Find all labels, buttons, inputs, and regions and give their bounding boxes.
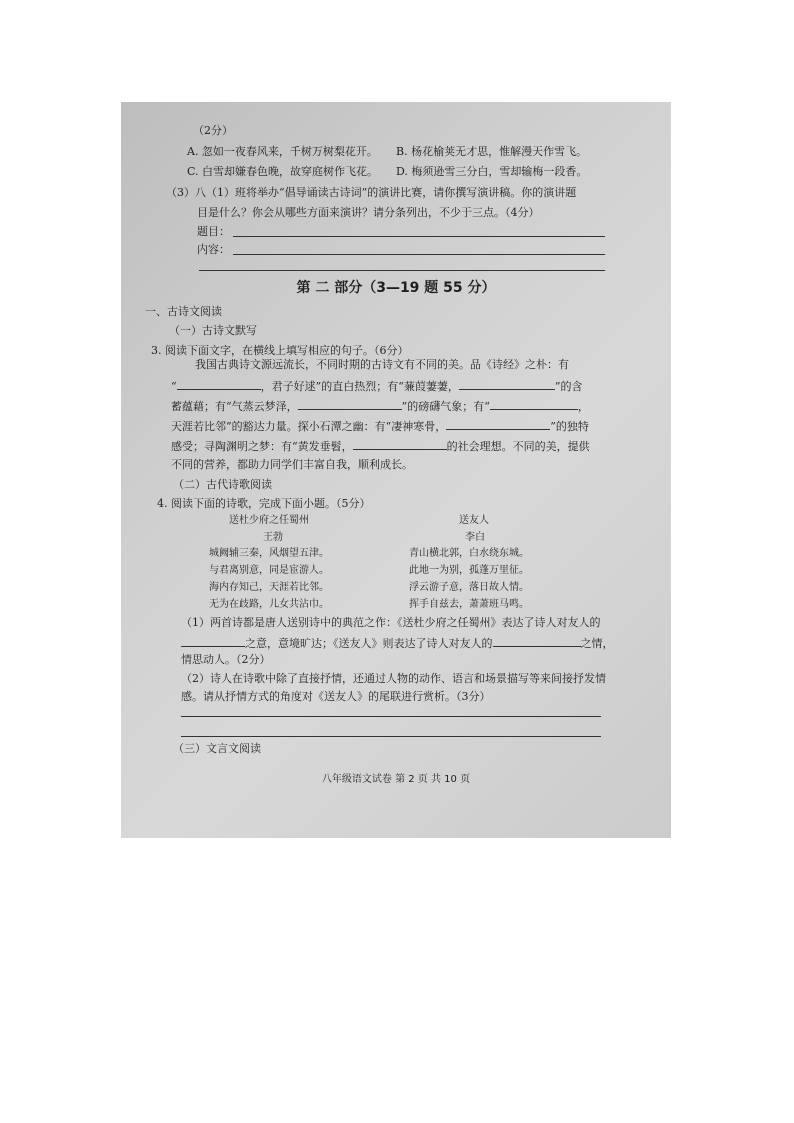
q3-prompt-line2: 目是什么？你会从哪些方面来演讲？请分条列出，不少于三点。（4分） bbox=[197, 206, 540, 219]
passage-text: ”的磅礴气象；有“ bbox=[401, 400, 490, 413]
subsection-recitation: （一）古诗文默写 bbox=[169, 324, 257, 337]
blank-8[interactable] bbox=[493, 635, 581, 647]
poem2-line: 此地一为别，孤蓬万里征。 bbox=[409, 565, 529, 576]
option-c: C. 白雪却嫌春色晚，故穿庭树作飞花。 bbox=[187, 165, 379, 178]
poem2-title: 送友人 bbox=[459, 515, 489, 526]
poem1-title: 送杜少府之任蜀州 bbox=[229, 515, 309, 526]
q3-title-answer-line[interactable] bbox=[233, 236, 605, 237]
page-footer: 八年级语文试卷 第 2 页 共 10 页 bbox=[321, 774, 471, 785]
q4-sub2-line1: （2）诗人在诗歌中除了直接抒情，还通过人物的动作、语言和场景描写等来间接抒发情 bbox=[181, 672, 606, 685]
poem1-line: 无为在歧路，儿女共沾巾。 bbox=[209, 599, 329, 610]
q4-answer-line-1[interactable] bbox=[181, 716, 601, 717]
question-text: 之情， bbox=[580, 637, 614, 650]
q3-content-label: 内容： bbox=[197, 243, 230, 256]
scanned-exam-photo bbox=[121, 102, 671, 838]
q3-passage-line1: 我国古典诗文源远流长，不同时期的古诗文有不同的美。品《诗经》之朴：有 bbox=[195, 358, 569, 371]
poem2-line: 挥手自兹去，萧萧班马鸣。 bbox=[409, 599, 529, 610]
option-d: D. 梅须逊雪三分白，雪却输梅一段香。 bbox=[396, 165, 588, 178]
poem1-author: 王勃 bbox=[263, 532, 283, 543]
subsection-classical-chinese: （三）文言文阅读 bbox=[173, 742, 261, 755]
poem2-author: 李白 bbox=[465, 532, 485, 543]
q3-passage-line4 bbox=[171, 418, 589, 434]
q2-score: （2分） bbox=[193, 124, 233, 137]
poem1-line: 城阙辅三秦，风烟望五津。 bbox=[209, 548, 329, 559]
quote-open: “ bbox=[171, 380, 177, 393]
q3-fill-stem: 3. 阅读下面文字，在横线上填写相应的句子。（6分） bbox=[151, 344, 409, 357]
q3-passage-line2 bbox=[171, 378, 583, 394]
q4-sub1-line2 bbox=[181, 635, 614, 651]
blank-6[interactable] bbox=[353, 438, 447, 450]
q3-passage-line3 bbox=[171, 398, 589, 414]
blank-7[interactable] bbox=[181, 635, 245, 647]
passage-text: 天涯若比邻”的豁达力量。探小石潭之幽：有“凄神寒骨， bbox=[171, 420, 447, 433]
option-b: B. 杨花榆荚无才思，惟解漫天作雪飞。 bbox=[396, 145, 588, 158]
q4-sub1-line3: 情思动人。（2分） bbox=[181, 653, 271, 666]
option-a: A. 忽如一夜春风来，千树万树梨花开。 bbox=[187, 145, 378, 158]
q4-answer-line-2[interactable] bbox=[181, 736, 601, 737]
blank-4[interactable] bbox=[490, 398, 578, 410]
q3-passage-line6: 不同的营养，都助力同学们丰富自我，顺利成长。 bbox=[171, 458, 413, 471]
blank-1[interactable] bbox=[177, 378, 261, 390]
exam-page bbox=[121, 102, 671, 838]
passage-text: 感受；寻陶渊明之梦：有“黄发垂髫， bbox=[171, 440, 353, 453]
q3-prompt-line1: （3）八（1）班将举办“倡导诵读古诗词”的演讲比赛，请你撰写演讲稿。你的演讲题 bbox=[166, 186, 577, 199]
blank-2[interactable] bbox=[459, 378, 555, 390]
subsection-poetry-reading: （二）古代诗歌阅读 bbox=[173, 478, 272, 491]
question-text: 之意，意境旷达；《送友人》则表达了诗人对友人的 bbox=[245, 637, 493, 650]
q4-sub1-line1: （1）两首诗都是唐人送别诗中的典范之作：《送杜少府之任蜀州》表达了诗人对友人的 bbox=[181, 616, 601, 629]
passage-text: 蓄蕴藉；有“气蒸云梦泽， bbox=[171, 400, 298, 413]
poem1-line: 海内存知己，天涯若比邻。 bbox=[209, 582, 329, 593]
passage-text: 的社会理想。不同的美，提供 bbox=[446, 440, 590, 453]
q3-title-label: 题目： bbox=[197, 225, 230, 238]
poem1-line: 与君离别意，同是宦游人。 bbox=[209, 565, 329, 576]
q4-sub2-line2: 感。请从抒情方式的角度对《送友人》的尾联进行赏析。（3分） bbox=[181, 690, 491, 703]
section-ancient-poetry-reading: 一、古诗文阅读 bbox=[145, 305, 222, 318]
q4-stem: 4. 阅读下面的诗歌，完成下面小题。（5分） bbox=[157, 497, 371, 510]
blank-3[interactable] bbox=[298, 398, 402, 410]
passage-text: ， bbox=[577, 400, 589, 413]
passage-text: ”的独特 bbox=[550, 420, 589, 433]
passage-text: ，君子好逑”的直白热烈；有“蒹葭萋萋， bbox=[260, 380, 459, 393]
q3-content-answer-line-1[interactable] bbox=[233, 254, 605, 255]
blank-5[interactable] bbox=[446, 418, 550, 430]
q3-passage-line5 bbox=[171, 438, 590, 454]
passage-text: ”的含 bbox=[554, 380, 583, 393]
part-two-heading: 第 二 部分（3—19 题 55 分） bbox=[296, 280, 496, 296]
poem2-line: 青山横北郭，白水绕东城。 bbox=[409, 548, 529, 559]
q3-content-answer-line-2[interactable] bbox=[199, 270, 605, 271]
poem2-line: 浮云游子意，落日故人情。 bbox=[409, 582, 529, 593]
